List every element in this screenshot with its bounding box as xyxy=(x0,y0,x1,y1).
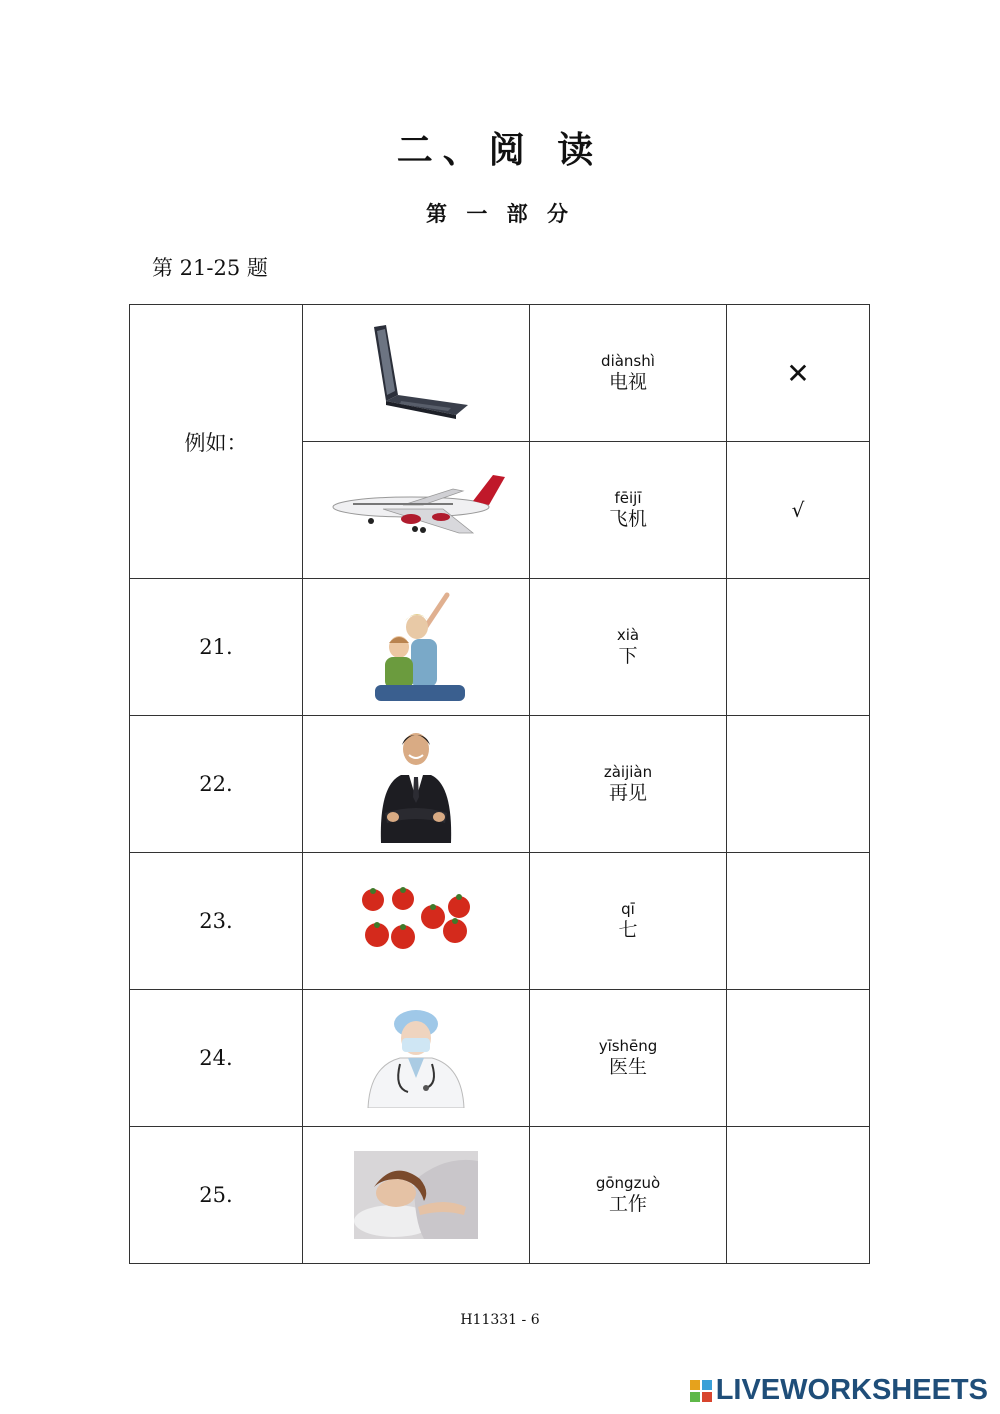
word-cell xyxy=(530,853,727,990)
answer-cell[interactable] xyxy=(727,716,870,853)
question-number: 25. xyxy=(130,1127,303,1264)
answer-cell[interactable] xyxy=(727,1127,870,1264)
laptop-image xyxy=(303,305,530,442)
hanzi-text: 下 xyxy=(618,645,638,667)
word-cell xyxy=(530,1127,727,1264)
table-row xyxy=(130,1127,870,1264)
hanzi-text: 七 xyxy=(618,919,638,941)
pinyin-text: gōngzuò xyxy=(595,1174,661,1192)
word-cell xyxy=(530,579,727,716)
pinyin-text: qī xyxy=(621,900,635,918)
cross-mark: ✕ xyxy=(727,305,870,442)
sleeping-woman-image xyxy=(303,1127,530,1264)
question-range: 第 21-25 题 xyxy=(152,256,268,280)
part-subtitle: 第 一 部 分 xyxy=(426,202,574,226)
pinyin-text: xià xyxy=(616,626,640,644)
pinyin-text: zàijiàn xyxy=(603,763,653,781)
answer-cell[interactable] xyxy=(727,853,870,990)
hanzi-text: 医生 xyxy=(608,1056,647,1078)
mother-child-pointing-image xyxy=(303,579,530,716)
word-cell xyxy=(530,716,727,853)
question-number: 23. xyxy=(130,853,303,990)
word-cell xyxy=(530,305,727,442)
pinyin-text: diànshì xyxy=(601,352,655,370)
pinyin-text: yīshēng xyxy=(598,1037,658,1055)
check-mark: √ xyxy=(727,442,870,579)
airplane-image xyxy=(303,442,530,579)
answer-cell[interactable] xyxy=(727,579,870,716)
pinyin-text: fēijī xyxy=(614,489,642,507)
question-number: 22. xyxy=(130,716,303,853)
liveworksheets-logo xyxy=(690,1374,988,1407)
table-row xyxy=(130,579,870,716)
hanzi-text: 飞机 xyxy=(608,508,647,530)
example-label: 例如： xyxy=(130,305,303,579)
hanzi-text: 工作 xyxy=(608,1193,647,1215)
question-number: 24. xyxy=(130,990,303,1127)
doctor-image xyxy=(303,990,530,1127)
table-row xyxy=(130,853,870,990)
tomatoes-image xyxy=(303,853,530,990)
page-code: H11331 - 6 xyxy=(460,1312,540,1328)
section-title: 二、阅 读 xyxy=(396,130,604,171)
brand-text: LIVEWORKSHEETS xyxy=(715,1374,988,1406)
question-number: 21. xyxy=(130,579,303,716)
answer-cell[interactable] xyxy=(727,990,870,1127)
hanzi-text: 电视 xyxy=(608,371,647,393)
table-row xyxy=(130,716,870,853)
hanzi-text: 再见 xyxy=(608,782,647,804)
liveworksheets-logo-icon xyxy=(690,1380,712,1402)
answer-table xyxy=(129,304,870,1264)
table-row xyxy=(130,990,870,1127)
table-row xyxy=(130,305,870,442)
word-cell xyxy=(530,990,727,1127)
businessman-image xyxy=(303,716,530,853)
word-cell xyxy=(530,442,727,579)
